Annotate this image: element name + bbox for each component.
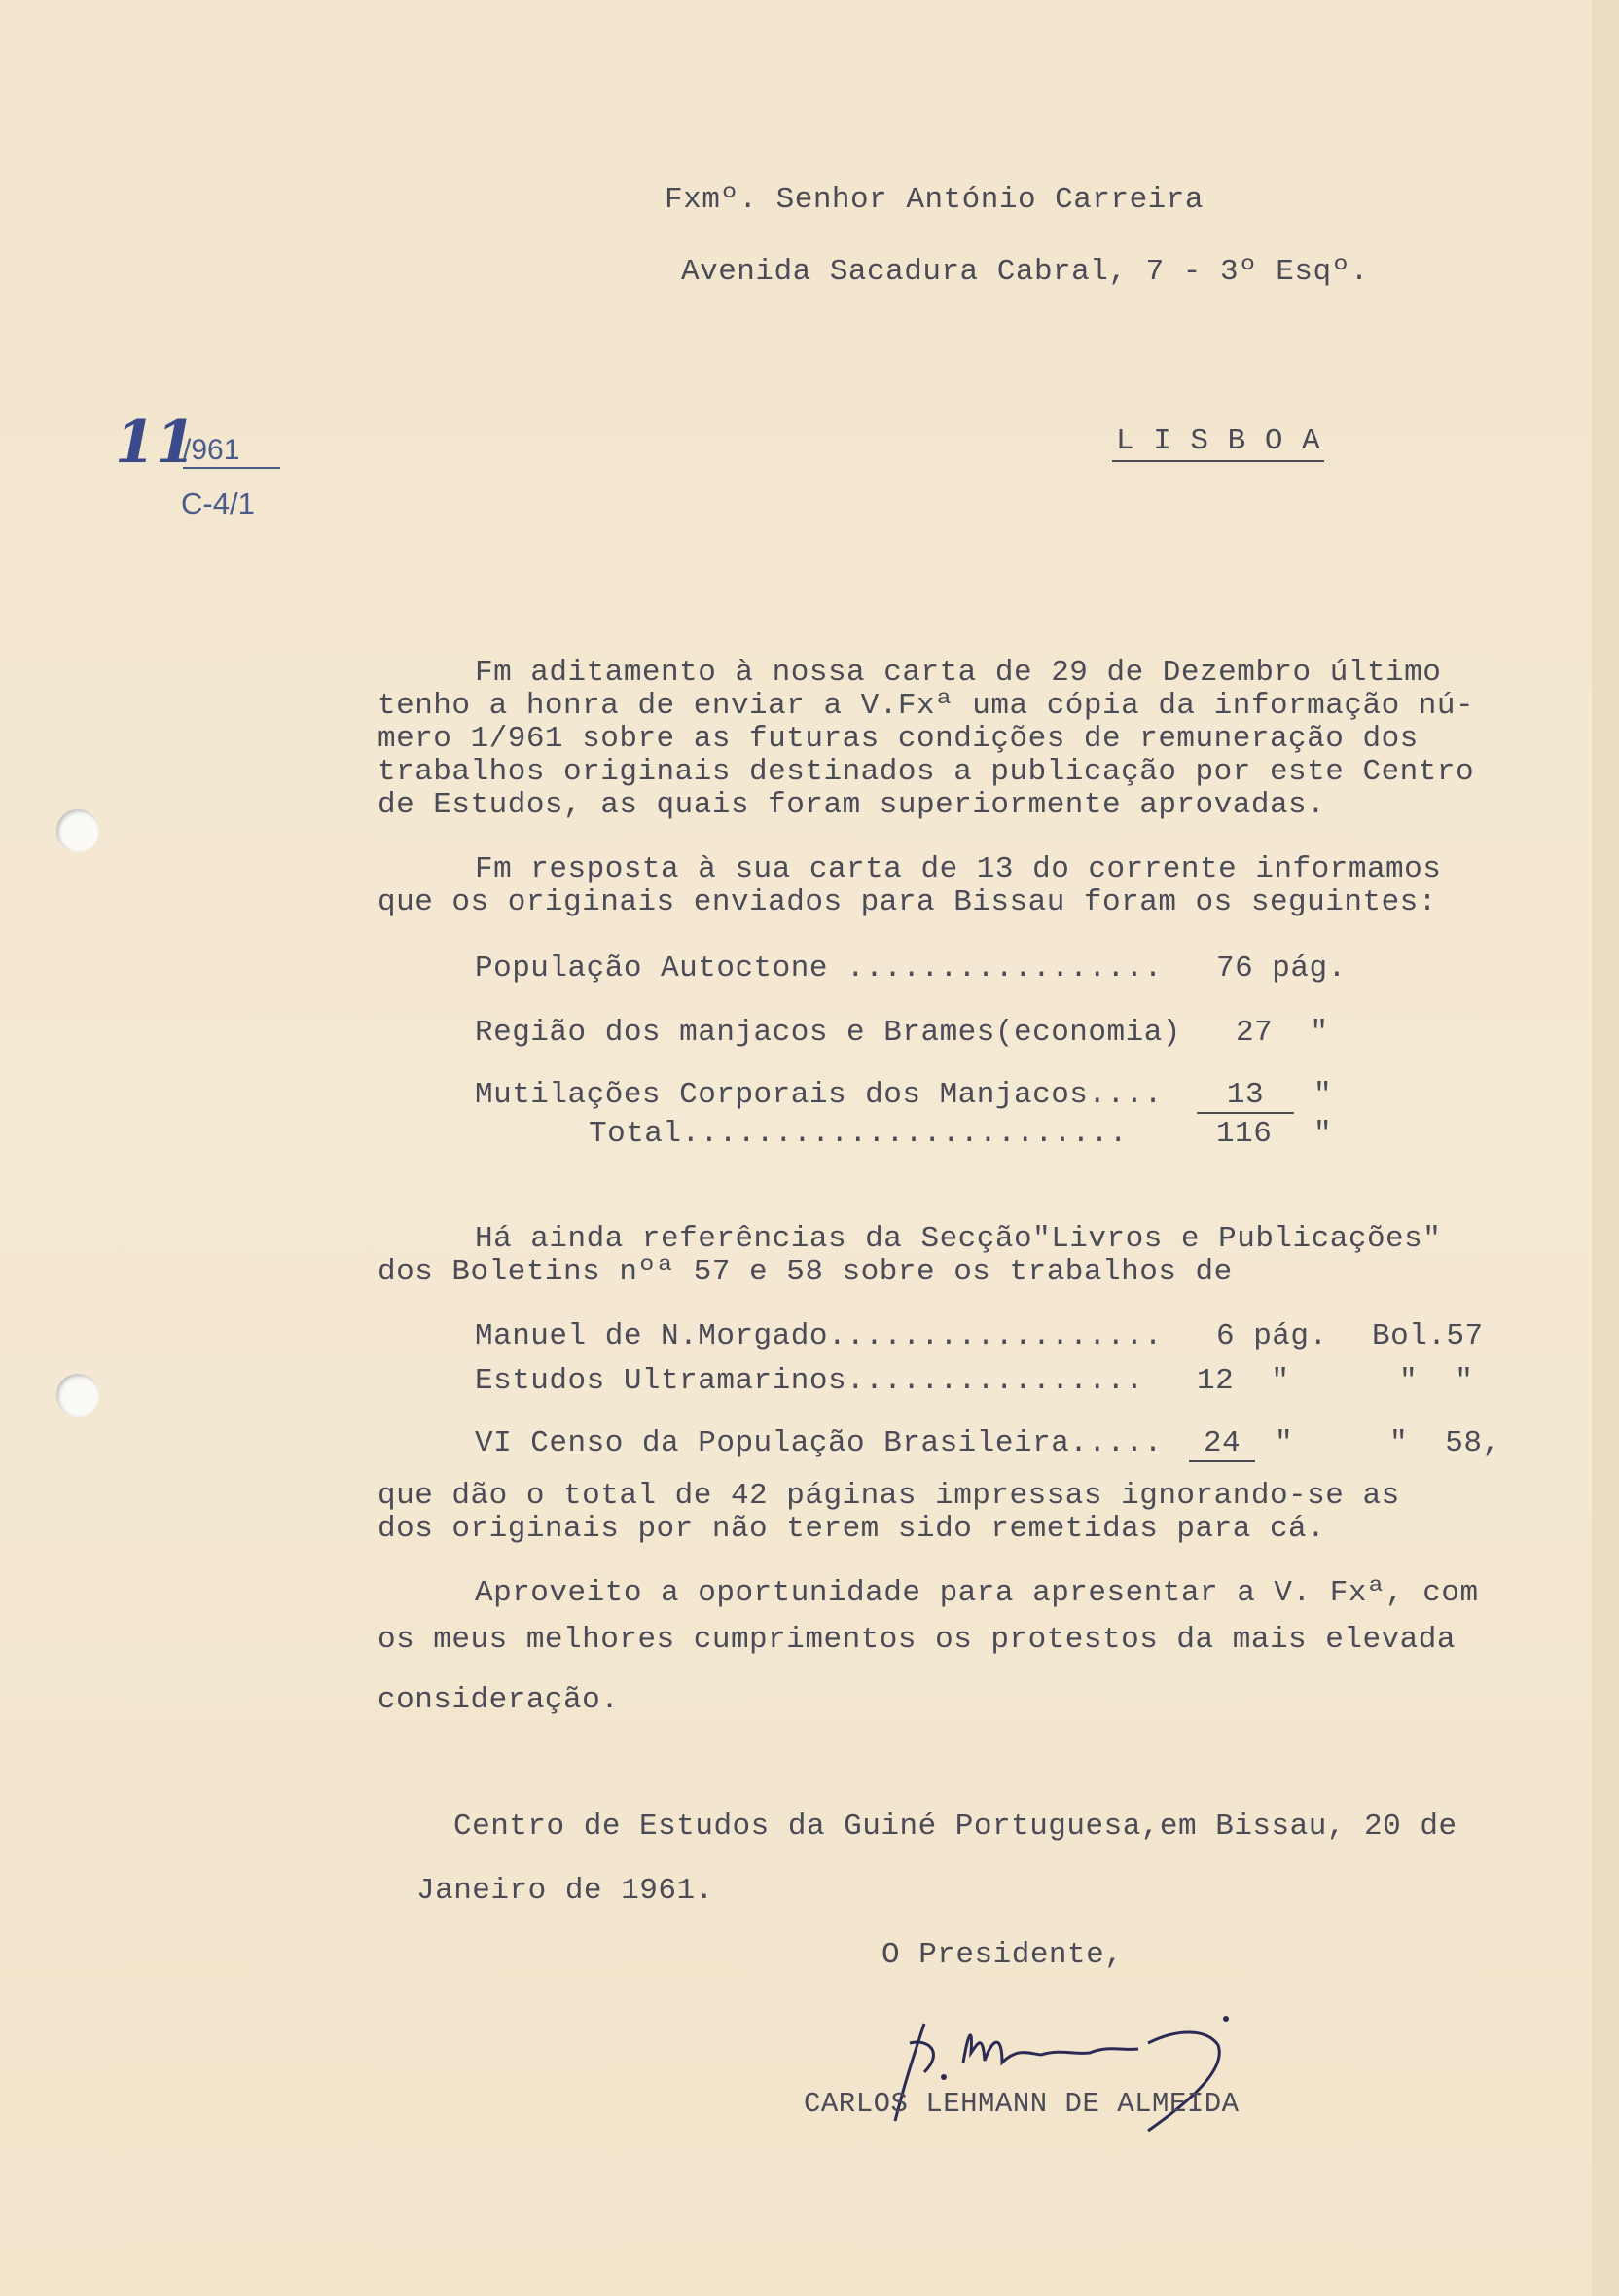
list-item-value: 27 " xyxy=(1236,1016,1329,1050)
list-item-value: 6 pág. xyxy=(1216,1319,1328,1353)
body-line: trabalhos originais destinados a publicação por este Centro xyxy=(378,755,1475,789)
list-item-label: VI Censo da População Brasileira..... xyxy=(475,1426,1163,1460)
punch-hole xyxy=(56,809,99,852)
signatory-name: CARLOS LEHMANN DE ALMEIDA xyxy=(804,2088,1240,2120)
body-line: dos Boletins nºª 57 e 58 sobre os trabalhos de xyxy=(378,1255,1233,1289)
list-item-value: 76 pág. xyxy=(1216,951,1347,986)
body-line: consideração. xyxy=(378,1683,620,1717)
ditto-mark: " xyxy=(1275,1426,1294,1460)
ditto-mark: " xyxy=(1313,1117,1333,1151)
bulletin-ref: Bol.57 xyxy=(1372,1319,1484,1353)
list-item-label: Mutilações Corporais dos Manjacos.... xyxy=(475,1078,1163,1112)
paper-edge xyxy=(1592,0,1619,2296)
body-line: tenho a honra de enviar a V.Fxª uma cópia da informação nú- xyxy=(378,689,1475,723)
list-item-value: 12 " xyxy=(1197,1364,1290,1398)
body-line: Fm aditamento à nossa carta de 29 de Dezembro último xyxy=(475,656,1442,690)
body-line: Aproveito a oportunidade para apresentar a V. Fxª, com xyxy=(475,1576,1479,1610)
closing-place: Centro de Estudos da Guiné Portuguesa,em Bissau, 20 de xyxy=(453,1810,1457,1844)
list-item-label: Manuel de N.Morgado.................. xyxy=(475,1319,1163,1353)
addressee: Fxmº. Senhor António Carreira xyxy=(665,183,1204,217)
reference-code: C-4/1 xyxy=(181,486,255,520)
total-label: Total........................ xyxy=(589,1117,1128,1151)
list-item-label: Região dos manjacos e Brames(economia) xyxy=(475,1016,1181,1050)
city: L I S B O A xyxy=(1112,424,1324,462)
body-line: os meus melhores cumprimentos os protestos da mais elevada xyxy=(378,1623,1456,1657)
reference-year: /961 xyxy=(183,434,280,469)
body-line: mero 1/961 sobre as futuras condições de remuneração dos xyxy=(378,722,1419,756)
list-item-value: 13 xyxy=(1197,1078,1294,1114)
punch-hole xyxy=(56,1374,99,1417)
closing-title: O Presidente, xyxy=(881,1938,1124,1972)
bulletin-ref: " 58, xyxy=(1389,1426,1501,1460)
body-line: de Estudos, as quais foram superiormente aprovadas. xyxy=(378,788,1326,822)
address: Avenida Sacadura Cabral, 7 - 3º Esqº. xyxy=(681,255,1369,289)
reference-number: 11 xyxy=(115,409,197,477)
list-item-value: 24 xyxy=(1189,1426,1255,1462)
list-item-label: População Autoctone ................. xyxy=(475,951,1163,986)
body-line: que dão o total de 42 páginas impressas ignorando-se as xyxy=(378,1479,1400,1513)
list-item-label: Estudos Ultramarinos................ xyxy=(475,1364,1144,1398)
bulletin-ref: " " xyxy=(1399,1364,1474,1398)
body-line: que os originais enviados para Bissau foram os seguintes: xyxy=(378,885,1437,919)
body-line: Fm resposta à sua carta de 13 do corrente informamos xyxy=(475,852,1442,886)
body-line: dos originais por não terem sido remetidas para cá. xyxy=(378,1512,1326,1546)
ditto-mark: " xyxy=(1313,1078,1333,1112)
total-value: 116 xyxy=(1216,1117,1273,1151)
body-line: Há ainda referências da Secção"Livros e Publicações" xyxy=(475,1222,1442,1256)
closing-date: Janeiro de 1961. xyxy=(416,1874,714,1908)
